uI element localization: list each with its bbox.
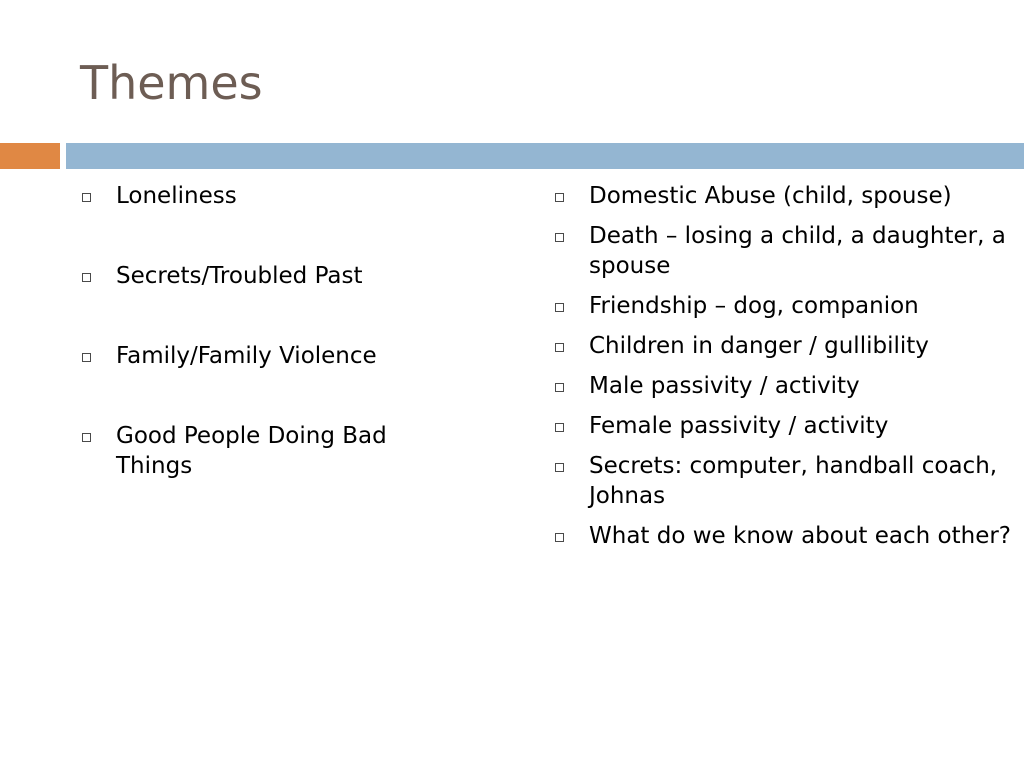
bullet-text: Male passivity / activity: [589, 373, 860, 399]
bullet-square-icon: [555, 463, 564, 472]
list-item: [80, 261, 470, 291]
bullet-square-icon: [555, 303, 564, 312]
bullet-text: Domestic Abuse (child, spouse): [589, 183, 952, 209]
bullet-text: Secrets: computer, handball coach, Johnas: [589, 453, 998, 509]
accent-bar-orange: [0, 143, 60, 169]
bullet-square-icon: [555, 193, 564, 202]
bullet-square-icon: [555, 383, 564, 392]
left-bullet-list: [80, 181, 470, 531]
bullet-text: Children in danger / gullibility: [589, 333, 929, 359]
bullet-square-icon: [555, 423, 564, 432]
list-item: [553, 181, 1013, 211]
list-item: [553, 221, 1013, 281]
bullet-text: Death – losing a child, a daughter, a spouse: [589, 223, 1006, 279]
right-bullet-list: [553, 181, 1013, 561]
bullet-square-icon: [82, 353, 91, 362]
bullet-square-icon: [555, 343, 564, 352]
list-item: [553, 411, 1013, 441]
accent-bar-blue: [66, 143, 1024, 169]
bullet-text: Secrets/Troubled Past: [116, 263, 363, 289]
list-item: [553, 371, 1013, 401]
bullet-text: What do we know about each other?: [589, 523, 1012, 549]
bullet-square-icon: [555, 533, 564, 542]
slide-title: Themes: [80, 56, 263, 110]
bullet-text: Family/Family Violence: [116, 343, 377, 369]
bullet-text: Good People Doing Bad Things: [116, 423, 387, 479]
bullet-square-icon: [82, 433, 91, 442]
list-item: [80, 341, 470, 371]
bullet-square-icon: [82, 193, 91, 202]
list-item: [80, 181, 470, 211]
list-item: [553, 291, 1013, 321]
bullet-square-icon: [82, 273, 91, 282]
bullet-text: Friendship – dog, companion: [589, 293, 919, 319]
bullet-square-icon: [555, 233, 564, 242]
list-item: [553, 451, 1013, 511]
bullet-text: Female passivity / activity: [589, 413, 889, 439]
list-item: [80, 421, 470, 481]
bullet-text: Loneliness: [116, 183, 237, 209]
list-item: [553, 331, 1013, 361]
list-item: [553, 521, 1013, 551]
